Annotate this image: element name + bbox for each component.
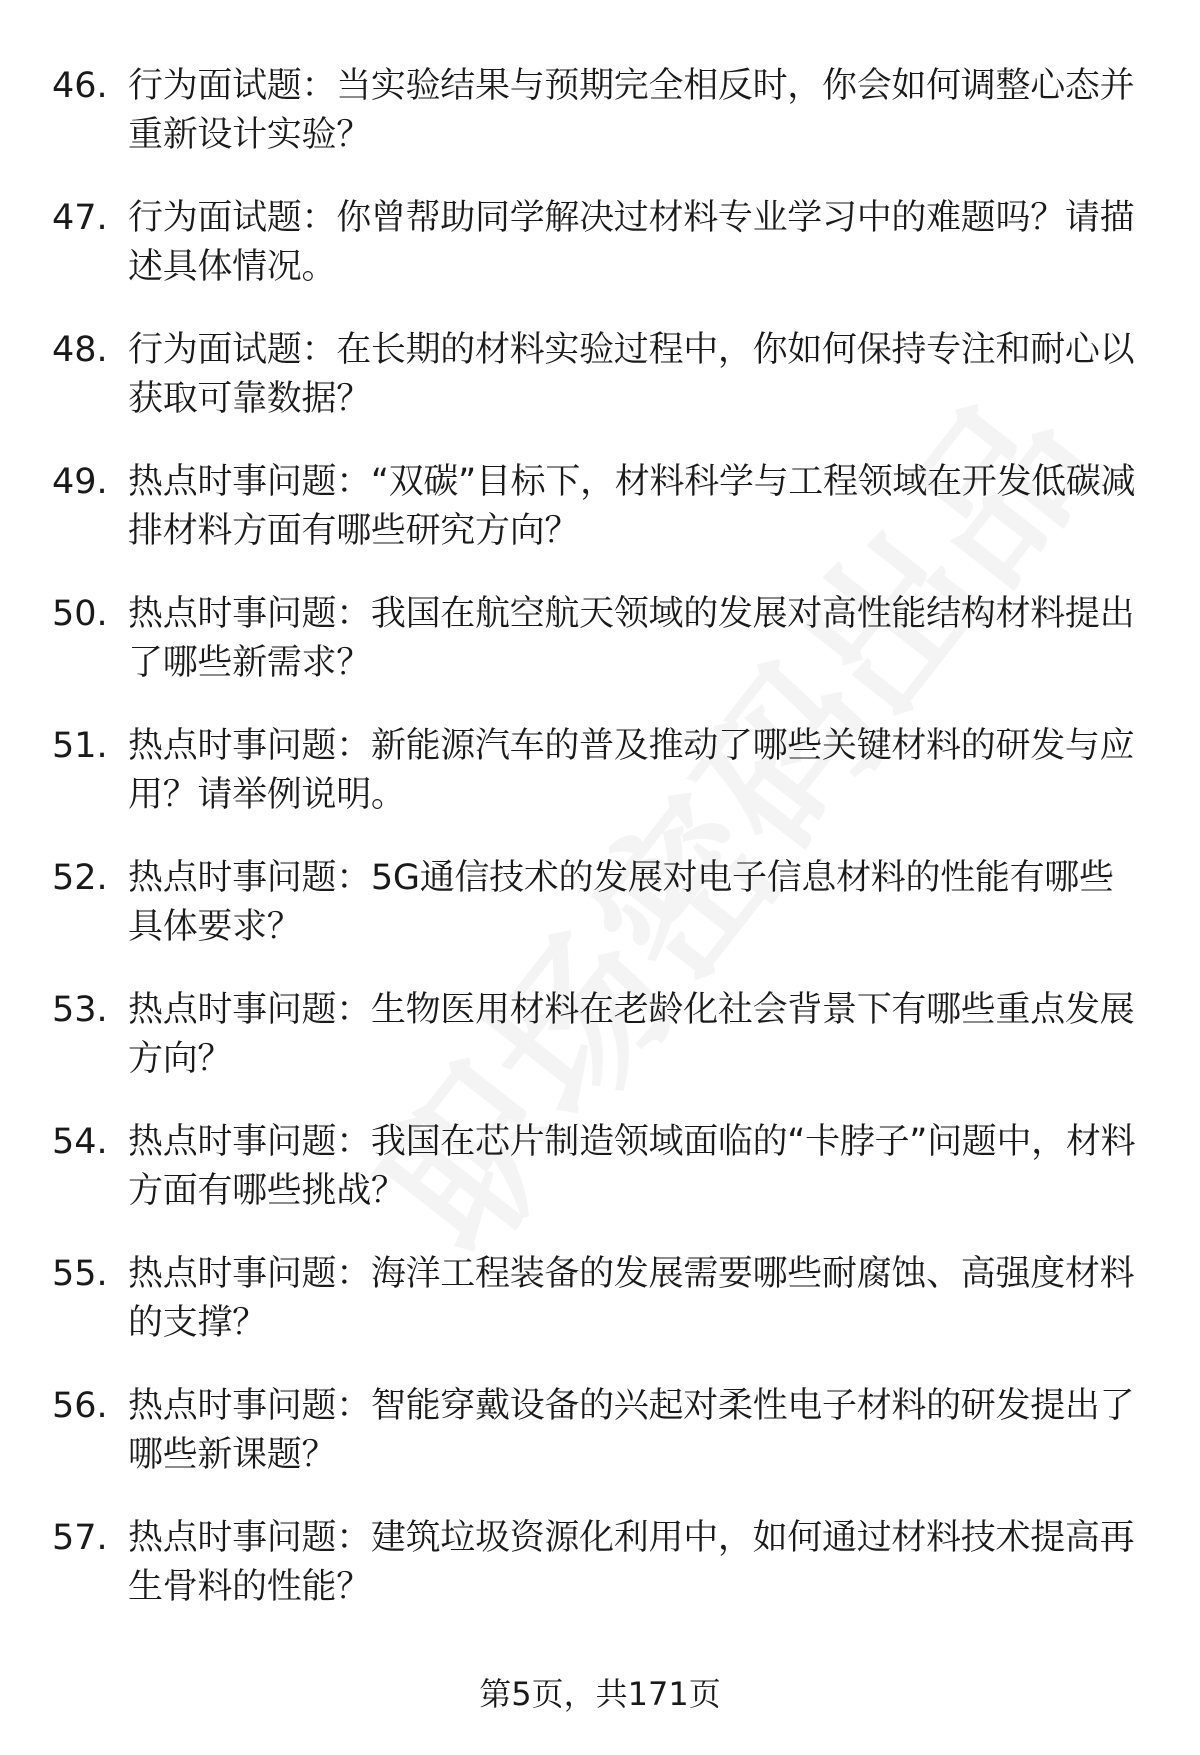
list-item [0,194,1200,326]
question-number: 53. [52,990,108,1030]
list-item [0,326,1200,458]
question-text: 热点时事问题：海洋工程装备的发展需要哪些耐腐蚀、高强度材料的支撑？ [128,1254,1135,1343]
list-item [0,1514,1200,1646]
question-text: 热点时事问题：5G通信技术的发展对电子信息材料的性能有哪些具体要求？ [128,858,1114,947]
question-number: 55. [52,1254,108,1294]
question-text: 行为面试题：你曾帮助同学解决过材料专业学习中的难题吗？请描述具体情况。 [128,198,1135,287]
list-item [0,722,1200,854]
question-number: 48. [52,330,108,370]
question-number: 52. [52,858,108,898]
question-text: 行为面试题：在长期的材料实验过程中，你如何保持专注和耐心以获取可靠数据？ [128,330,1135,419]
list-item [0,854,1200,986]
question-number: 57. [52,1518,108,1558]
question-list [0,62,1200,1646]
list-item [0,986,1200,1118]
question-text: 热点时事问题：智能穿戴设备的兴起对柔性电子材料的研发提出了哪些新课题？ [128,1386,1135,1475]
question-number: 56. [52,1386,108,1426]
page-footer: 第5页，共171页 [479,1675,721,1713]
list-item [0,62,1200,194]
question-number: 51. [52,726,108,766]
list-item [0,590,1200,722]
list-item [0,1382,1200,1514]
question-text: 热点时事问题：我国在芯片制造领域面临的“卡脖子”问题中，材料方面有哪些挑战？ [128,1122,1136,1211]
question-text: 行为面试题：当实验结果与预期完全相反时，你会如何调整心态并重新设计实验？ [128,66,1135,155]
question-number: 47. [52,198,108,238]
list-item [0,458,1200,590]
question-text: 热点时事问题：生物医用材料在老龄化社会背景下有哪些重点发展方向？ [128,990,1135,1079]
list-item [0,1118,1200,1250]
list-item [0,1250,1200,1382]
question-number: 50. [52,594,108,634]
question-text: 热点时事问题：我国在航空航天领域的发展对高性能结构材料提出了哪些新需求？ [128,594,1135,683]
question-text: 热点时事问题：建筑垃圾资源化利用中，如何通过材料技术提高再生骨料的性能？ [128,1518,1135,1607]
question-number: 49. [52,462,108,502]
question-number: 46. [52,66,108,106]
question-text: 热点时事问题：“双碳”目标下，材料科学与工程领域在开发低碳减排材料方面有哪些研究方向？ [128,462,1136,551]
question-text: 热点时事问题：新能源汽车的普及推动了哪些关键材料的研发与应用？请举例说明。 [128,726,1135,815]
question-number: 54. [52,1122,108,1162]
